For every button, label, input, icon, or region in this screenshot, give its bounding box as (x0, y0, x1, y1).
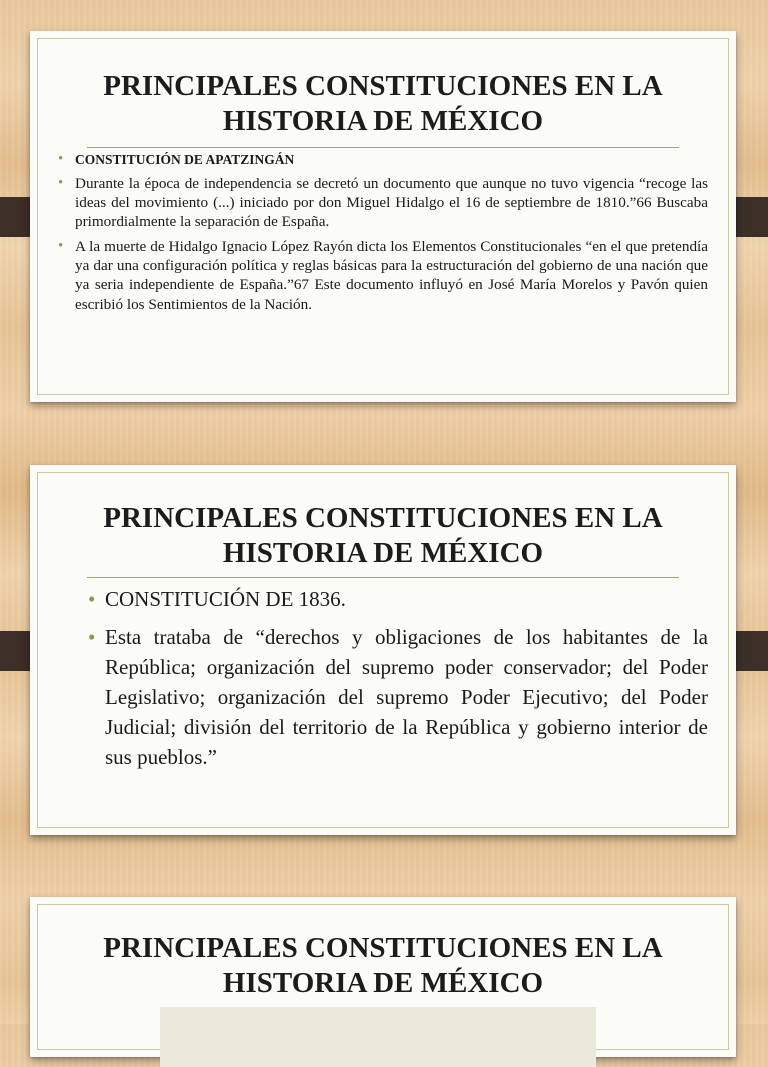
slide-title-line-2: HISTORIA DE MÉXICO (222, 104, 544, 137)
slide-title-line-1: PRINCIPALES CONSTITUCIONES EN LA (103, 932, 663, 964)
slide-1 (30, 31, 736, 402)
bullet-item-heading (58, 150, 708, 169)
bullet-text: Esta trataba de “derechos y obligaciones de los habitantes de la República; organización del supremo poder conservador; del Poder Legislativo; organización del supremo Poder Ejecutivo; del Poder Judicial; división del territorio de la República y gobierno interior de sus pueblos.” (105, 624, 708, 769)
bullet-text: Durante la época de independencia se decretó un documento que aunque no tuvo vigencia “recoge las ideas del movimiento (...) iniciado por don Miguel Hidalgo el 16 de septiembre de 1810.”66 Buscaba primordialmente la separación de España. (75, 174, 708, 231)
title-divider (87, 577, 679, 578)
bullet-item (58, 237, 708, 314)
slide-2 (30, 465, 736, 835)
bullet-text: CONSTITUCIÓN DE 1836. (105, 586, 346, 611)
slide-title-line-1: PRINCIPALES CONSTITUCIONES EN LA (103, 70, 663, 102)
slide-title (30, 897, 736, 1001)
slide-title-line-2: HISTORIA DE MÉXICO (222, 966, 544, 999)
slide-3 (30, 897, 736, 1057)
slide-title (30, 465, 736, 571)
slide-title-line-1: PRINCIPALES CONSTITUCIONES EN LA (103, 502, 663, 534)
slide-title-line-2: HISTORIA DE MÉXICO (222, 536, 544, 569)
content-image-placeholder (160, 1007, 596, 1067)
bullet-list (30, 584, 736, 772)
bullet-icon: • (88, 624, 96, 649)
bullet-list (30, 150, 736, 314)
slide-title (30, 31, 736, 139)
bullet-item-heading (88, 584, 708, 614)
title-divider (87, 147, 679, 148)
bullet-icon: • (58, 150, 64, 167)
bullet-icon: • (58, 237, 64, 254)
bullet-icon: • (88, 586, 96, 611)
bullet-text: CONSTITUCIÓN DE APATZINGÁN (75, 151, 295, 167)
bullet-item (58, 174, 708, 232)
bullet-item (88, 622, 708, 772)
bullet-icon: • (58, 174, 64, 191)
bullet-text: A la muerte de Hidalgo Ignacio López Rayón dicta los Elementos Constitucionales “en el que pretendía ya dar una configuración política y reglas básicas para la estructuración del gobierno de una nación que ya seria independiente de España.”67 Este documento influyó en José María Morelos y Pavón quien escribió los Sentimientos de la Nación. (75, 237, 708, 313)
